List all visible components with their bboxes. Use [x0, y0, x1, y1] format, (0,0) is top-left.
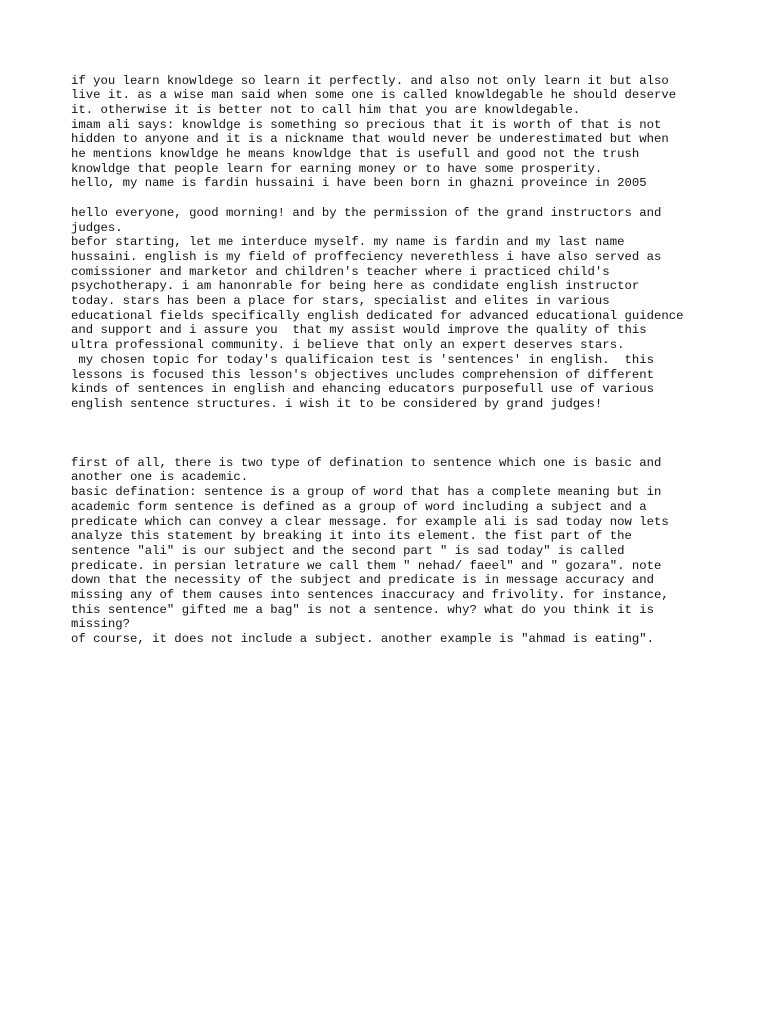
text-line: he mentions knowldge he means knowldge that is usefull and good not the trush: [71, 147, 640, 161]
text-line: down that the necessity of the subject and predicate is in message accuracy and: [71, 573, 654, 588]
text-line: today. stars has been a place for stars, specialist and elites in various: [71, 294, 610, 308]
text-line: hello everyone, good morning! and by the permission of the grand instructors and: [71, 205, 662, 220]
text-line: hello, my name is fardin hussaini i have been born in ghazni proveince in 2005: [71, 176, 647, 191]
text-line: ultra professional community. i believe that only an expert deserves stars.: [71, 338, 625, 353]
text-line: psychotherapy. i am hanonrable for being here as condidate english instructor: [71, 279, 640, 294]
text-line: analyze this statement by breaking it into its element. the fist part of the: [71, 529, 632, 544]
text-line: missing any of them causes into sentences inaccuracy and frivolity. for instance,: [71, 588, 669, 602]
text-line: educational fields specifically english dedicated for advanced educational guidence: [71, 308, 684, 323]
text-line: if you learn knowldege so learn it perfectly. and also not only learn it but also: [71, 73, 669, 88]
text-line: it. otherwise it is better not to call him that you are knowldegable.: [71, 102, 581, 117]
text-line: academic form sentence is defined as a group of word including a subject and a: [71, 499, 647, 514]
text-line: predicate. in persian letrature we call them " nehad/ faeel" and " gozara". note: [71, 558, 662, 573]
text-line: of course, it does not include a subject. another example is "ahmad is eating".: [71, 632, 654, 647]
text-line: first of all, there is two type of defination to sentence which one is basic and: [71, 455, 662, 470]
text-line: missing?: [71, 617, 131, 632]
text-line: sentence "ali" is our subject and the second part " is sad today" is called: [71, 543, 625, 558]
text-line: predicate which can convey a clear message. for example ali is sad today now lets: [71, 514, 669, 529]
text-line: hussaini. english is my field of proffeciency neverethless i have also served as: [71, 249, 662, 264]
text-line: lessons is focused this lesson's objectives uncludes comprehension of different: [71, 367, 654, 382]
text-line: english sentence structures. i wish it to be considered by grand judges!: [71, 396, 603, 411]
text-line: judges.: [71, 220, 123, 235]
text-line: imam ali says: knowldge is something so precious that it is worth of that is not: [71, 117, 662, 132]
text-line: live it. as a wise man said when some one is called knowldegable he should deserve: [71, 88, 677, 103]
text-line: another one is academic.: [71, 470, 249, 485]
text-line: this sentence" gifted me a bag" is not a sentence. why? what do you think it is: [71, 602, 654, 617]
text-line: comissioner and marketor and children's teacher where i practiced child's: [71, 264, 610, 279]
text-line: kinds of sentences in english and ehancing educators purposefull use of various: [71, 382, 654, 397]
text-line: hidden to anyone and it is a nickname that would never be underestimated but when: [71, 132, 669, 147]
text-line: and support and i assure you that my assist would improve the quality of this: [71, 323, 647, 338]
text-line: befor starting, let me interduce myself. my name is fardin and my last name: [71, 235, 625, 250]
text-line: my chosen topic for today's qualificaion test is 'sentences' in english. this: [71, 352, 654, 367]
text-line: basic defination: sentence is a group of word that has a complete meaning but in: [71, 485, 662, 500]
text-line: knowldge that people learn for earning money or to have some prosperity.: [71, 161, 603, 176]
